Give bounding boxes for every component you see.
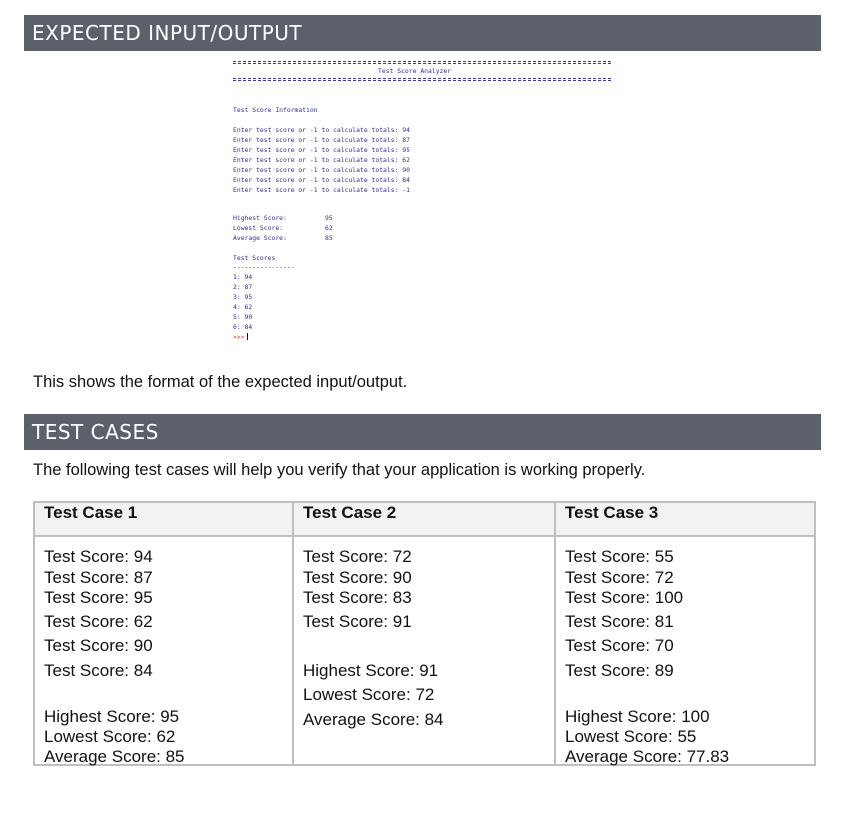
console-stat-label: Lowest Score: <box>233 224 284 232</box>
console-title: Test Score Analyzer <box>378 67 452 75</box>
console-stat-label: Highest Score: <box>233 214 287 222</box>
cell-line: Test Score: 91 <box>303 612 412 631</box>
cell-line: Highest Score: 95 <box>44 707 180 726</box>
cell-line: Test Score: 81 <box>565 612 674 631</box>
cell-line: Average Score: 85 <box>44 747 185 766</box>
cell-line: Lowest Score: 62 <box>44 727 176 746</box>
cell-line: Test Score: 87 <box>44 568 153 587</box>
cell-line: Test Score: 62 <box>44 612 153 631</box>
intro-text: The following test cases will help you verify that your application is working properly. <box>33 461 646 479</box>
cell-line: Test Score: 94 <box>44 547 153 566</box>
table-header-cell: Test Case 2 <box>293 502 555 536</box>
console-separator <box>233 61 611 62</box>
cell-line: Test Score: 89 <box>565 661 674 680</box>
cell-line: Lowest Score: 55 <box>565 727 697 746</box>
cell-line: Average Score: 77.83 <box>565 747 730 766</box>
section-header-expected-io: EXPECTED INPUT/OUTPUT <box>24 15 821 51</box>
console-prompt-line: Enter test score or -1 to calculate totals: 87 <box>233 136 410 144</box>
console-prompt-line: Enter test score or -1 to calculate totals: -1 <box>233 186 410 194</box>
cell-line: Test Score: 70 <box>565 636 674 655</box>
console-score-line: 3: 95 <box>233 293 253 301</box>
cell-line: Highest Score: 91 <box>303 661 439 680</box>
console-score-line: 6: 84 <box>233 323 253 331</box>
cell-line: Test Score: 72 <box>565 568 674 587</box>
cell-line: Test Score: 100 <box>565 588 684 607</box>
cell-line: Lowest Score: 72 <box>303 685 435 704</box>
cell-line: Test Score: 95 <box>44 588 153 607</box>
section-header-test-cases: TEST CASES <box>24 414 821 450</box>
console-prompt-line: Enter test score or -1 to calculate totals: 90 <box>233 166 410 174</box>
caption-text: This shows the format of the expected input/output. <box>33 373 408 391</box>
console-shell-prompt: >>> <box>233 333 248 341</box>
console-prompt-line: Enter test score or -1 to calculate totals: 94 <box>233 126 410 134</box>
cell-line: Test Score: 55 <box>565 547 674 566</box>
console-score-line: 5: 90 <box>233 313 253 321</box>
test-case-3-cell <box>555 536 815 765</box>
cell-line: Test Score: 83 <box>303 588 412 607</box>
console-separator <box>233 78 611 79</box>
cell-line: Test Score: 84 <box>44 661 153 680</box>
text-cursor <box>247 333 248 340</box>
console-separator <box>233 63 611 64</box>
cell-line: Test Score: 90 <box>44 636 153 655</box>
console-score-line: 1: 94 <box>233 273 253 281</box>
console-scores-heading: Test Scores <box>233 254 276 262</box>
test-case-2-cell <box>293 536 555 765</box>
console-scores-rule: ---------------- <box>233 263 295 271</box>
table-row <box>34 536 815 765</box>
console-stat-label: Average Score: <box>233 234 287 242</box>
console-stat-value: 85 <box>325 234 333 242</box>
cell-line: Test Score: 72 <box>303 547 412 566</box>
table-header-cell: Test Case 3 <box>555 502 815 536</box>
console-stat-value: 62 <box>325 224 333 232</box>
test-case-1-cell <box>34 536 293 765</box>
table-header-row <box>34 502 815 536</box>
console-prompt-line: Enter test score or -1 to calculate totals: 84 <box>233 176 410 184</box>
test-cases-table <box>33 501 816 766</box>
console-info-heading: Test Score Information <box>233 106 318 114</box>
cell-line: Test Score: 90 <box>303 568 412 587</box>
cell-line: Highest Score: 100 <box>565 707 710 726</box>
console-score-line: 2: 87 <box>233 283 253 291</box>
console-prompt-line: Enter test score or -1 to calculate totals: 95 <box>233 146 410 154</box>
console-stat-value: 95 <box>325 214 333 222</box>
console-output-screenshot <box>233 58 613 348</box>
console-separator <box>233 80 611 81</box>
console-score-line: 4: 62 <box>233 303 253 311</box>
cell-line: Average Score: 84 <box>303 710 444 729</box>
table-header-cell: Test Case 1 <box>34 502 293 536</box>
console-prompt-line: Enter test score or -1 to calculate totals: 62 <box>233 156 410 164</box>
